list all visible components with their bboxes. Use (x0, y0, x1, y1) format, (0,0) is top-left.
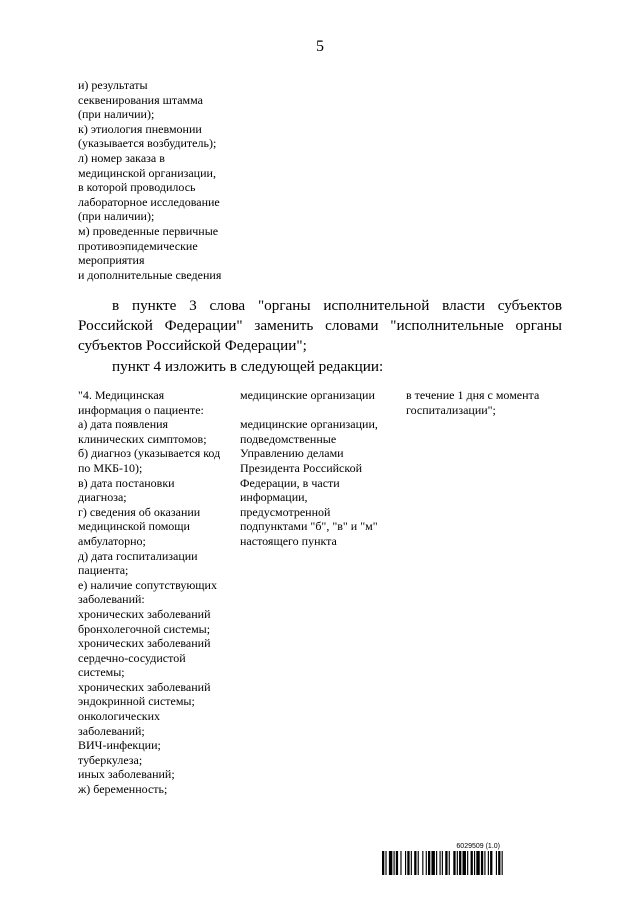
list-line: л) номер заказа в (78, 150, 165, 165)
table-line: а) дата появления (78, 417, 169, 432)
list-line: (указывается возбудитель); (78, 136, 217, 151)
paragraph-line: субъектов Российской Федерации"; (78, 337, 307, 354)
barcode-icon (382, 851, 552, 875)
list-line: противоэпидемические (78, 238, 198, 253)
table-line: Федерации, в части (240, 475, 340, 490)
barcode-bar (457, 851, 458, 875)
table-line: эндокринной системы; (78, 694, 195, 709)
table-line: ж) беременность; (78, 782, 168, 797)
table-line: медицинской помощи (78, 519, 190, 534)
barcode-bar (442, 851, 443, 875)
table-line: хронических заболеваний (78, 679, 211, 694)
table-line: информации, (240, 490, 308, 505)
table-line: туберкулеза; (78, 752, 143, 767)
table-line: заболеваний: (78, 592, 145, 607)
table-line: предусмотренной (240, 504, 331, 519)
table-line: по МКБ-10); (78, 460, 143, 475)
barcode-bar (405, 851, 406, 875)
barcode-bar (467, 851, 468, 875)
table-line: медицинские организации, (240, 417, 378, 432)
table-line: онкологических (78, 709, 161, 724)
list-line: к) этиология пневмонии (78, 121, 202, 136)
barcode-bar (453, 851, 455, 875)
table-line: иных заболеваний; (78, 767, 175, 782)
barcode-bar (394, 851, 395, 875)
barcode-bar (498, 851, 500, 875)
table-line: в течение 1 дня с момента (406, 388, 540, 402)
barcode-bar (411, 851, 412, 875)
table-column-info (78, 388, 236, 797)
table-line: Управлению делами (240, 446, 344, 461)
table-line: хронических заболеваний (78, 606, 211, 621)
barcode-bar (385, 851, 386, 875)
table-column-deadline (406, 388, 566, 417)
barcode-bar (396, 851, 398, 875)
list-line: лабораторное исследование (78, 194, 220, 209)
barcode-bar (449, 851, 450, 875)
barcode-bar (445, 851, 447, 875)
barcode-bar (484, 851, 485, 875)
amendment-paragraph-1 (78, 296, 562, 356)
barcode-bar (440, 851, 441, 875)
barcode-label: 6029509 (1.0) (456, 843, 500, 850)
table-line: сердечно-сосудистой (78, 650, 186, 665)
table-line: амбулаторно; (78, 533, 146, 548)
table-line: "4. Медицинская (78, 388, 165, 402)
barcode-bar (496, 851, 497, 875)
barcode-bar (488, 851, 489, 875)
barcode-bar (471, 851, 473, 875)
paragraph-line: Российской Федерации" заменить словами "исполнительные органы (78, 317, 562, 334)
barcode-bar (436, 851, 437, 875)
barcode-bar (428, 851, 430, 875)
table-line: информация о пациенте: (78, 402, 204, 417)
table-line: заболеваний; (78, 723, 145, 738)
barcode-bar (426, 851, 427, 875)
barcode-bar (382, 851, 384, 875)
table-line: е) наличие сопутствующих (78, 577, 217, 592)
table-line: в) дата постановки (78, 475, 175, 490)
table-line: госпитализации"; (406, 402, 496, 417)
barcode-bar (407, 851, 409, 875)
table-line: ВИЧ-инфекции; (78, 738, 161, 753)
table-line: диагноза; (78, 490, 127, 505)
table-line: системы; (78, 665, 125, 680)
list-line: и дополнительные сведения (78, 267, 222, 282)
amendment-paragraph-2 (78, 357, 562, 377)
list-block (78, 78, 248, 282)
list-line: мероприятия (78, 253, 145, 268)
table-line: подведомственные (240, 431, 337, 446)
table-line: б) диагноз (указывается код (78, 446, 221, 461)
barcode-bar (431, 851, 434, 875)
barcode-bar (474, 851, 475, 875)
list-line: и) результаты (78, 78, 148, 92)
table-line: медицинские организации (240, 388, 375, 402)
table-line: д) дата госпитализации (78, 548, 198, 563)
list-line: (при наличии); (78, 209, 155, 224)
table-line: пациента; (78, 563, 129, 578)
table-line: клинических симптомов; (78, 431, 207, 446)
table-line: г) сведения об оказании (78, 504, 201, 519)
barcode-bar (459, 851, 461, 875)
barcode-bar (389, 851, 392, 875)
barcode-bar (400, 851, 401, 875)
barcode-bar (502, 851, 503, 875)
paragraph-line: в пункте 3 слова "органы исполнительной власти субъектов (112, 297, 562, 314)
list-line: в которой проводилось (78, 180, 196, 195)
table-spacer (240, 403, 402, 418)
page-number: 5 (316, 38, 324, 55)
list-line: секвенирования штамма (78, 92, 203, 107)
barcode-block (382, 842, 552, 875)
barcode-bar (422, 851, 423, 875)
table-line: хронических заболеваний (78, 636, 211, 651)
barcode-bar (476, 851, 479, 875)
barcode-bar (481, 851, 483, 875)
table-column-organizations (240, 388, 402, 549)
table-line: бронхолегочной системы; (78, 621, 211, 636)
table-line: настоящего пункта (240, 533, 337, 548)
barcode-bar (418, 851, 419, 875)
barcode-bar (490, 851, 492, 875)
list-line: медицинской организации, (78, 165, 216, 180)
list-line: м) проведенные первичные (78, 223, 219, 238)
barcode-bar (463, 851, 466, 875)
barcode-bar (414, 851, 416, 875)
table-line: Президента Российской (240, 460, 363, 475)
paragraph-line: пункт 4 изложить в следующей редакции: (112, 358, 384, 375)
table-line: подпунктами "б", "в" и "м" (240, 519, 378, 534)
list-line: (при наличии); (78, 107, 155, 122)
